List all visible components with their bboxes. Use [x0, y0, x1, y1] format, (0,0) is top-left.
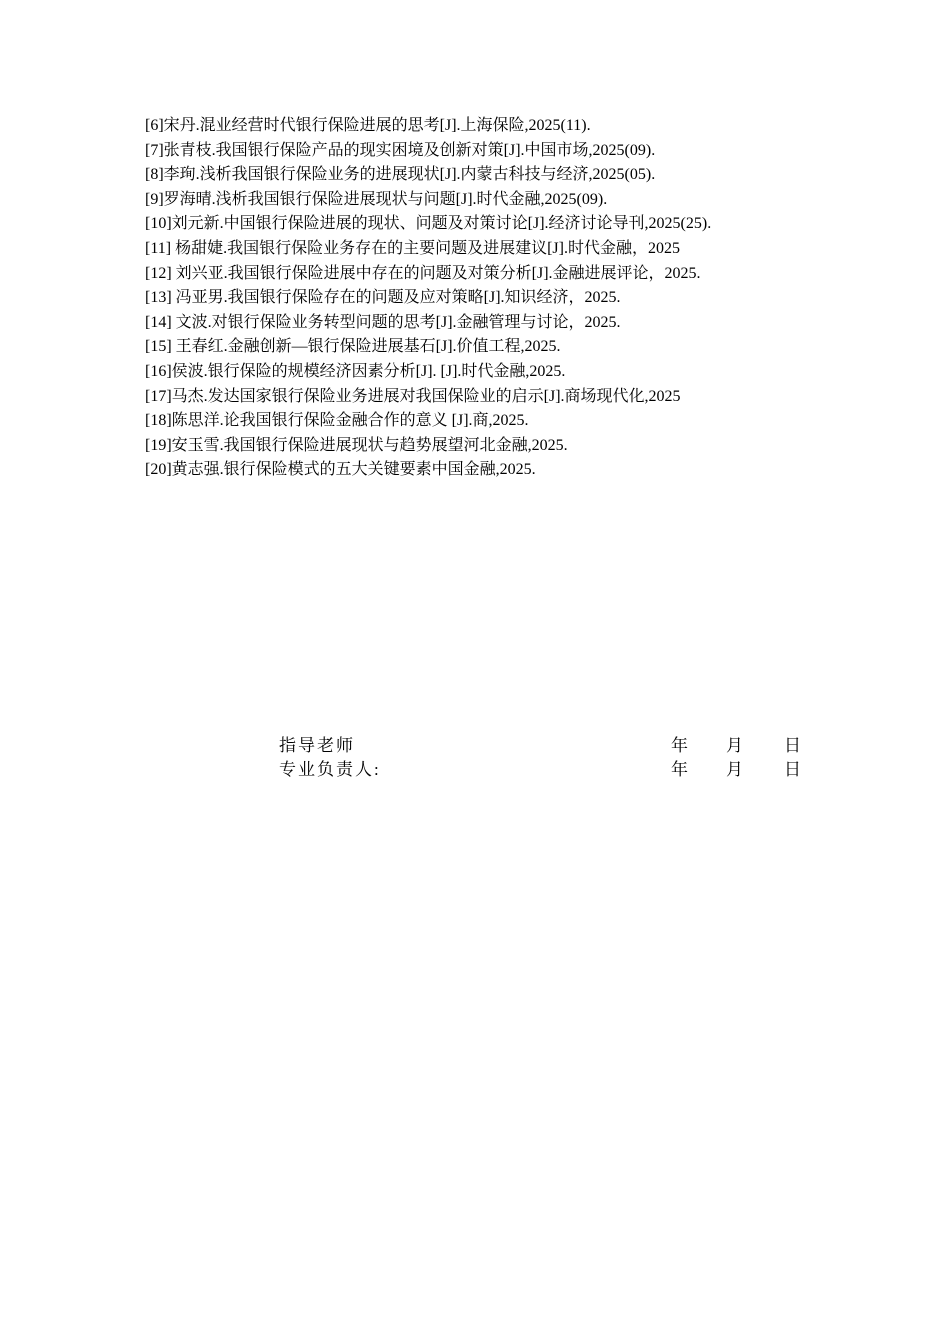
advisor-signature-row — [279, 734, 804, 758]
reference-item: [8]李珣.浅析我国银行保险业务的进展现状[J].内蒙古科技与经济,2025(05). — [145, 166, 656, 184]
reference-item: [6]宋丹.混业经营时代银行保险进展的思考[J].上海保险,2025(11). — [145, 117, 591, 134]
reference-item: [7]张青枝.我国银行保险产品的现实困境及创新对策[J].中国市场,2025(09). — [145, 141, 656, 159]
advisor-month-label: 月 — [726, 736, 745, 755]
reference-item: [10]刘元新.中国银行保险进展的现状、问题及对策讨论[J].经济讨论导刊,2025(25). — [145, 215, 712, 233]
reference-item: [20]黄志强.银行保险模式的五大关键要素中国金融,2025. — [145, 461, 536, 479]
reference-item: [16]侯波.银行保险的规模经济因素分析[J]. [J].时代金融,2025. — [145, 362, 566, 380]
reference-item: [14] 文波.对银行保险业务转型问题的思考[J].金融管理与讨论，2025. — [145, 313, 621, 331]
advisor-year-label: 年 — [671, 736, 690, 755]
signature-block — [279, 734, 804, 782]
reference-item: [18]陈思洋.论我国银行保险金融合作的意义 [J].商,2025. — [145, 412, 529, 430]
reference-item: [9]罗海晴.浅析我国银行保险进展现状与问题[J].时代金融,2025(09). — [145, 190, 608, 208]
director-signature-row — [279, 758, 804, 782]
director-year-label: 年 — [671, 760, 690, 779]
reference-item: [13] 冯亚男.我国银行保险存在的问题及应对策略[J].知识经济，2025. — [145, 289, 621, 307]
advisor-label: 指导老师 — [279, 736, 355, 755]
director-month-label: 月 — [726, 760, 745, 779]
reference-item: [17]马杰.发达国家银行保险业务进展对我国保险业的启示[J].商场现代化,2025 — [145, 387, 681, 405]
reference-item: [19]安玉雪.我国银行保险进展现状与趋势展望河北金融,2025. — [145, 436, 568, 454]
reference-item: [12] 刘兴亚.我国银行保险进展中存在的问题及对策分析[J].金融进展评论，2025. — [145, 264, 701, 282]
advisor-day-label: 日 — [784, 736, 803, 755]
director-day-label: 日 — [784, 760, 803, 779]
reference-list — [145, 114, 825, 483]
reference-item: [15] 王春红.金融创新—银行保险进展基石[J].价值工程,2025. — [145, 338, 561, 356]
reference-item: [11] 杨甜婕.我国银行保险业务存在的主要问题及进展建议[J].时代金融，2025 — [145, 239, 680, 257]
director-label: 专业负责人: — [279, 760, 381, 779]
